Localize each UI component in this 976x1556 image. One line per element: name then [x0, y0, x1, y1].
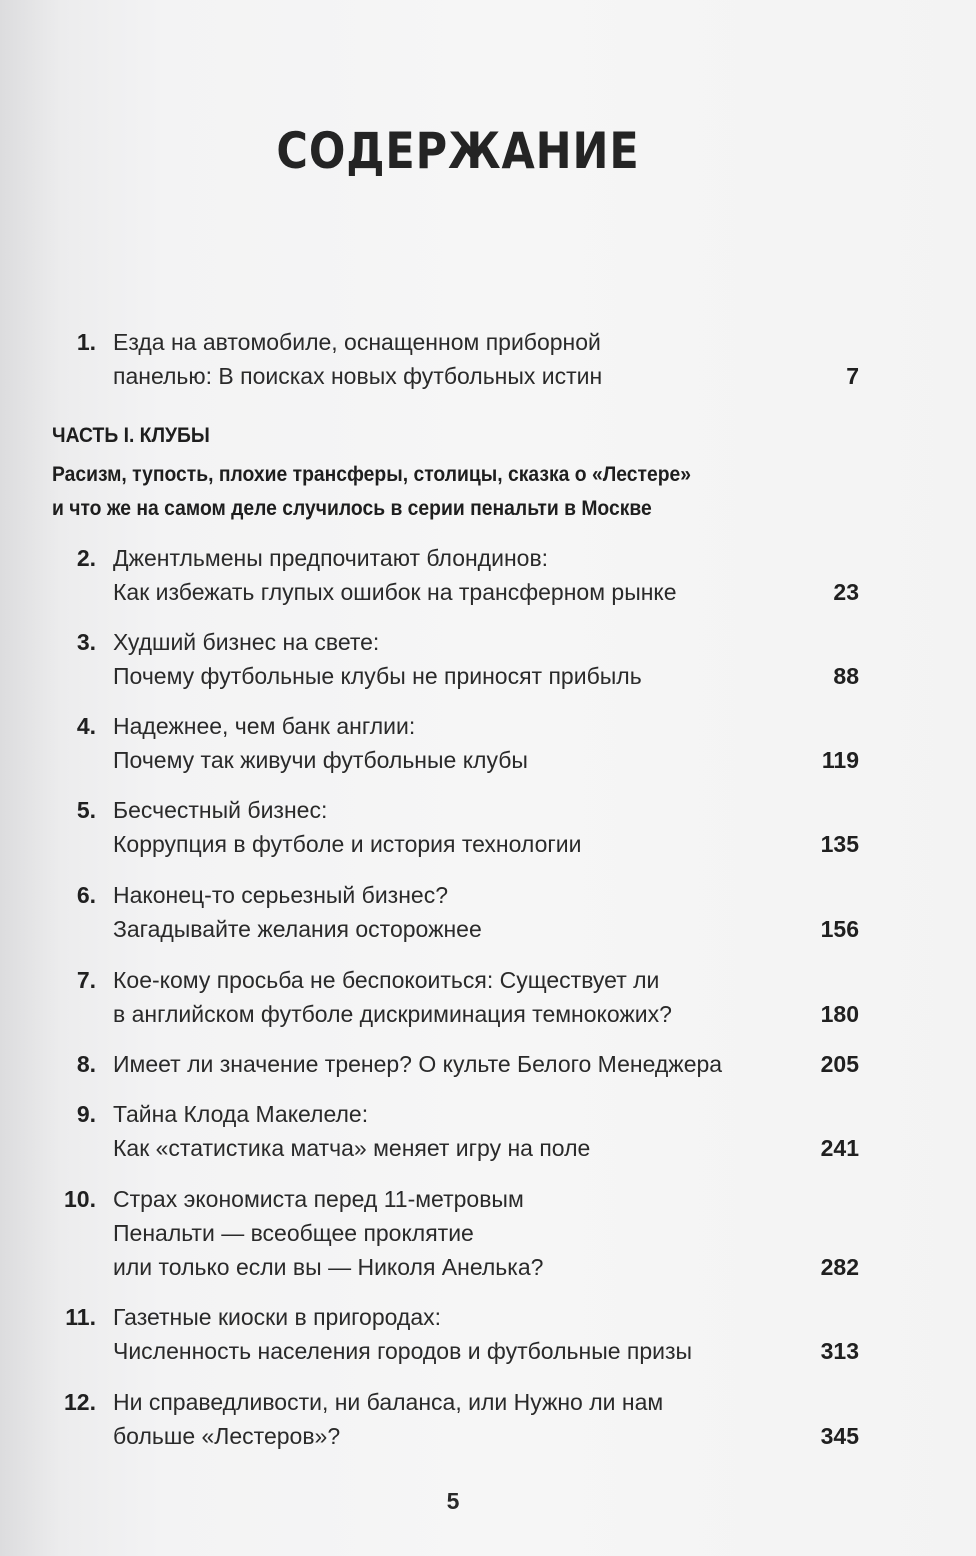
page-title: СОДЕРЖАНИЕ: [276, 122, 640, 180]
chapter-number: 2.: [76, 545, 96, 571]
folio-page-number: 5: [446, 1488, 460, 1514]
page-number: 88: [833, 663, 859, 689]
chapter-number: 5.: [76, 797, 96, 823]
chapter-number: 12.: [64, 1389, 96, 1415]
chapter-number: 10.: [64, 1186, 96, 1212]
page-number: 135: [820, 831, 859, 857]
page-number: 282: [820, 1254, 859, 1280]
chapter-title: Наконец-то серьезный бизнес? Загадывайте желания осторожнее: [113, 882, 482, 942]
page-number: 205: [820, 1051, 859, 1077]
chapter-title: Страх экономиста перед 11-метровым Пенальти — всеобщее проклятие или только если вы — Николя Анелька?: [113, 1186, 544, 1280]
chapter-title: Езда на автомобиле, оснащенном приборной панелью: В поисках новых футбольных истин: [113, 329, 603, 389]
page-number: 7: [846, 363, 859, 389]
chapter-title: Кое-кому просьба не беспокоиться: Существует ли в английском футболе дискриминация темнокожих?: [113, 967, 672, 1027]
chapter-number: 9.: [76, 1101, 96, 1127]
chapter-number: 4.: [76, 713, 96, 739]
chapter-number: 3.: [76, 629, 96, 655]
part-subtitle-line: Расизм, тупость, плохие трансферы, столицы, сказка о «Лестере»: [52, 463, 691, 486]
chapter-title: Надежнее, чем банк англии: Почему так живучи футбольные клубы: [113, 713, 528, 773]
chapter-title: Ни справедливости, ни баланса, или Нужно ли нам больше «Лестеров»?: [113, 1389, 664, 1449]
chapter-number: 11.: [65, 1304, 96, 1330]
page-number: 180: [820, 1001, 859, 1027]
part-heading: ЧАСТЬ I. КЛУБЫ: [52, 424, 210, 447]
chapter-number: 6.: [76, 882, 96, 908]
chapter-title: Имеет ли значение тренер? О культе Белого Менеджера: [113, 1051, 723, 1077]
page-number: 23: [833, 579, 859, 605]
chapter-title: Газетные киоски в пригородах: Численность населения городов и футбольные призы: [113, 1304, 693, 1364]
chapter-number: 7.: [76, 967, 96, 993]
part-subtitle-line: и что же на самом деле случилось в серии пенальти в Москве: [52, 497, 652, 520]
chapter-title: Джентльмены предпочитают блондинов: Как избежать глупых ошибок на трансферном рынке: [113, 545, 677, 605]
chapter-title: Худший бизнес на свете: Почему футбольные клубы не приносят прибыль: [113, 629, 642, 689]
page-number: 119: [821, 747, 859, 773]
chapter-title: Бесчестный бизнес: Коррупция в футболе и история технологии: [113, 797, 582, 857]
chapter-title: Тайна Клода Макелеле: Как «статистика матча» меняет игру на поле: [113, 1101, 591, 1161]
page-number: 156: [820, 916, 859, 942]
page-number: 313: [820, 1338, 859, 1364]
chapter-number: 8.: [76, 1051, 96, 1077]
chapter-number: 1.: [76, 329, 96, 355]
page-number: 241: [820, 1135, 859, 1161]
page-number: 345: [820, 1423, 859, 1449]
